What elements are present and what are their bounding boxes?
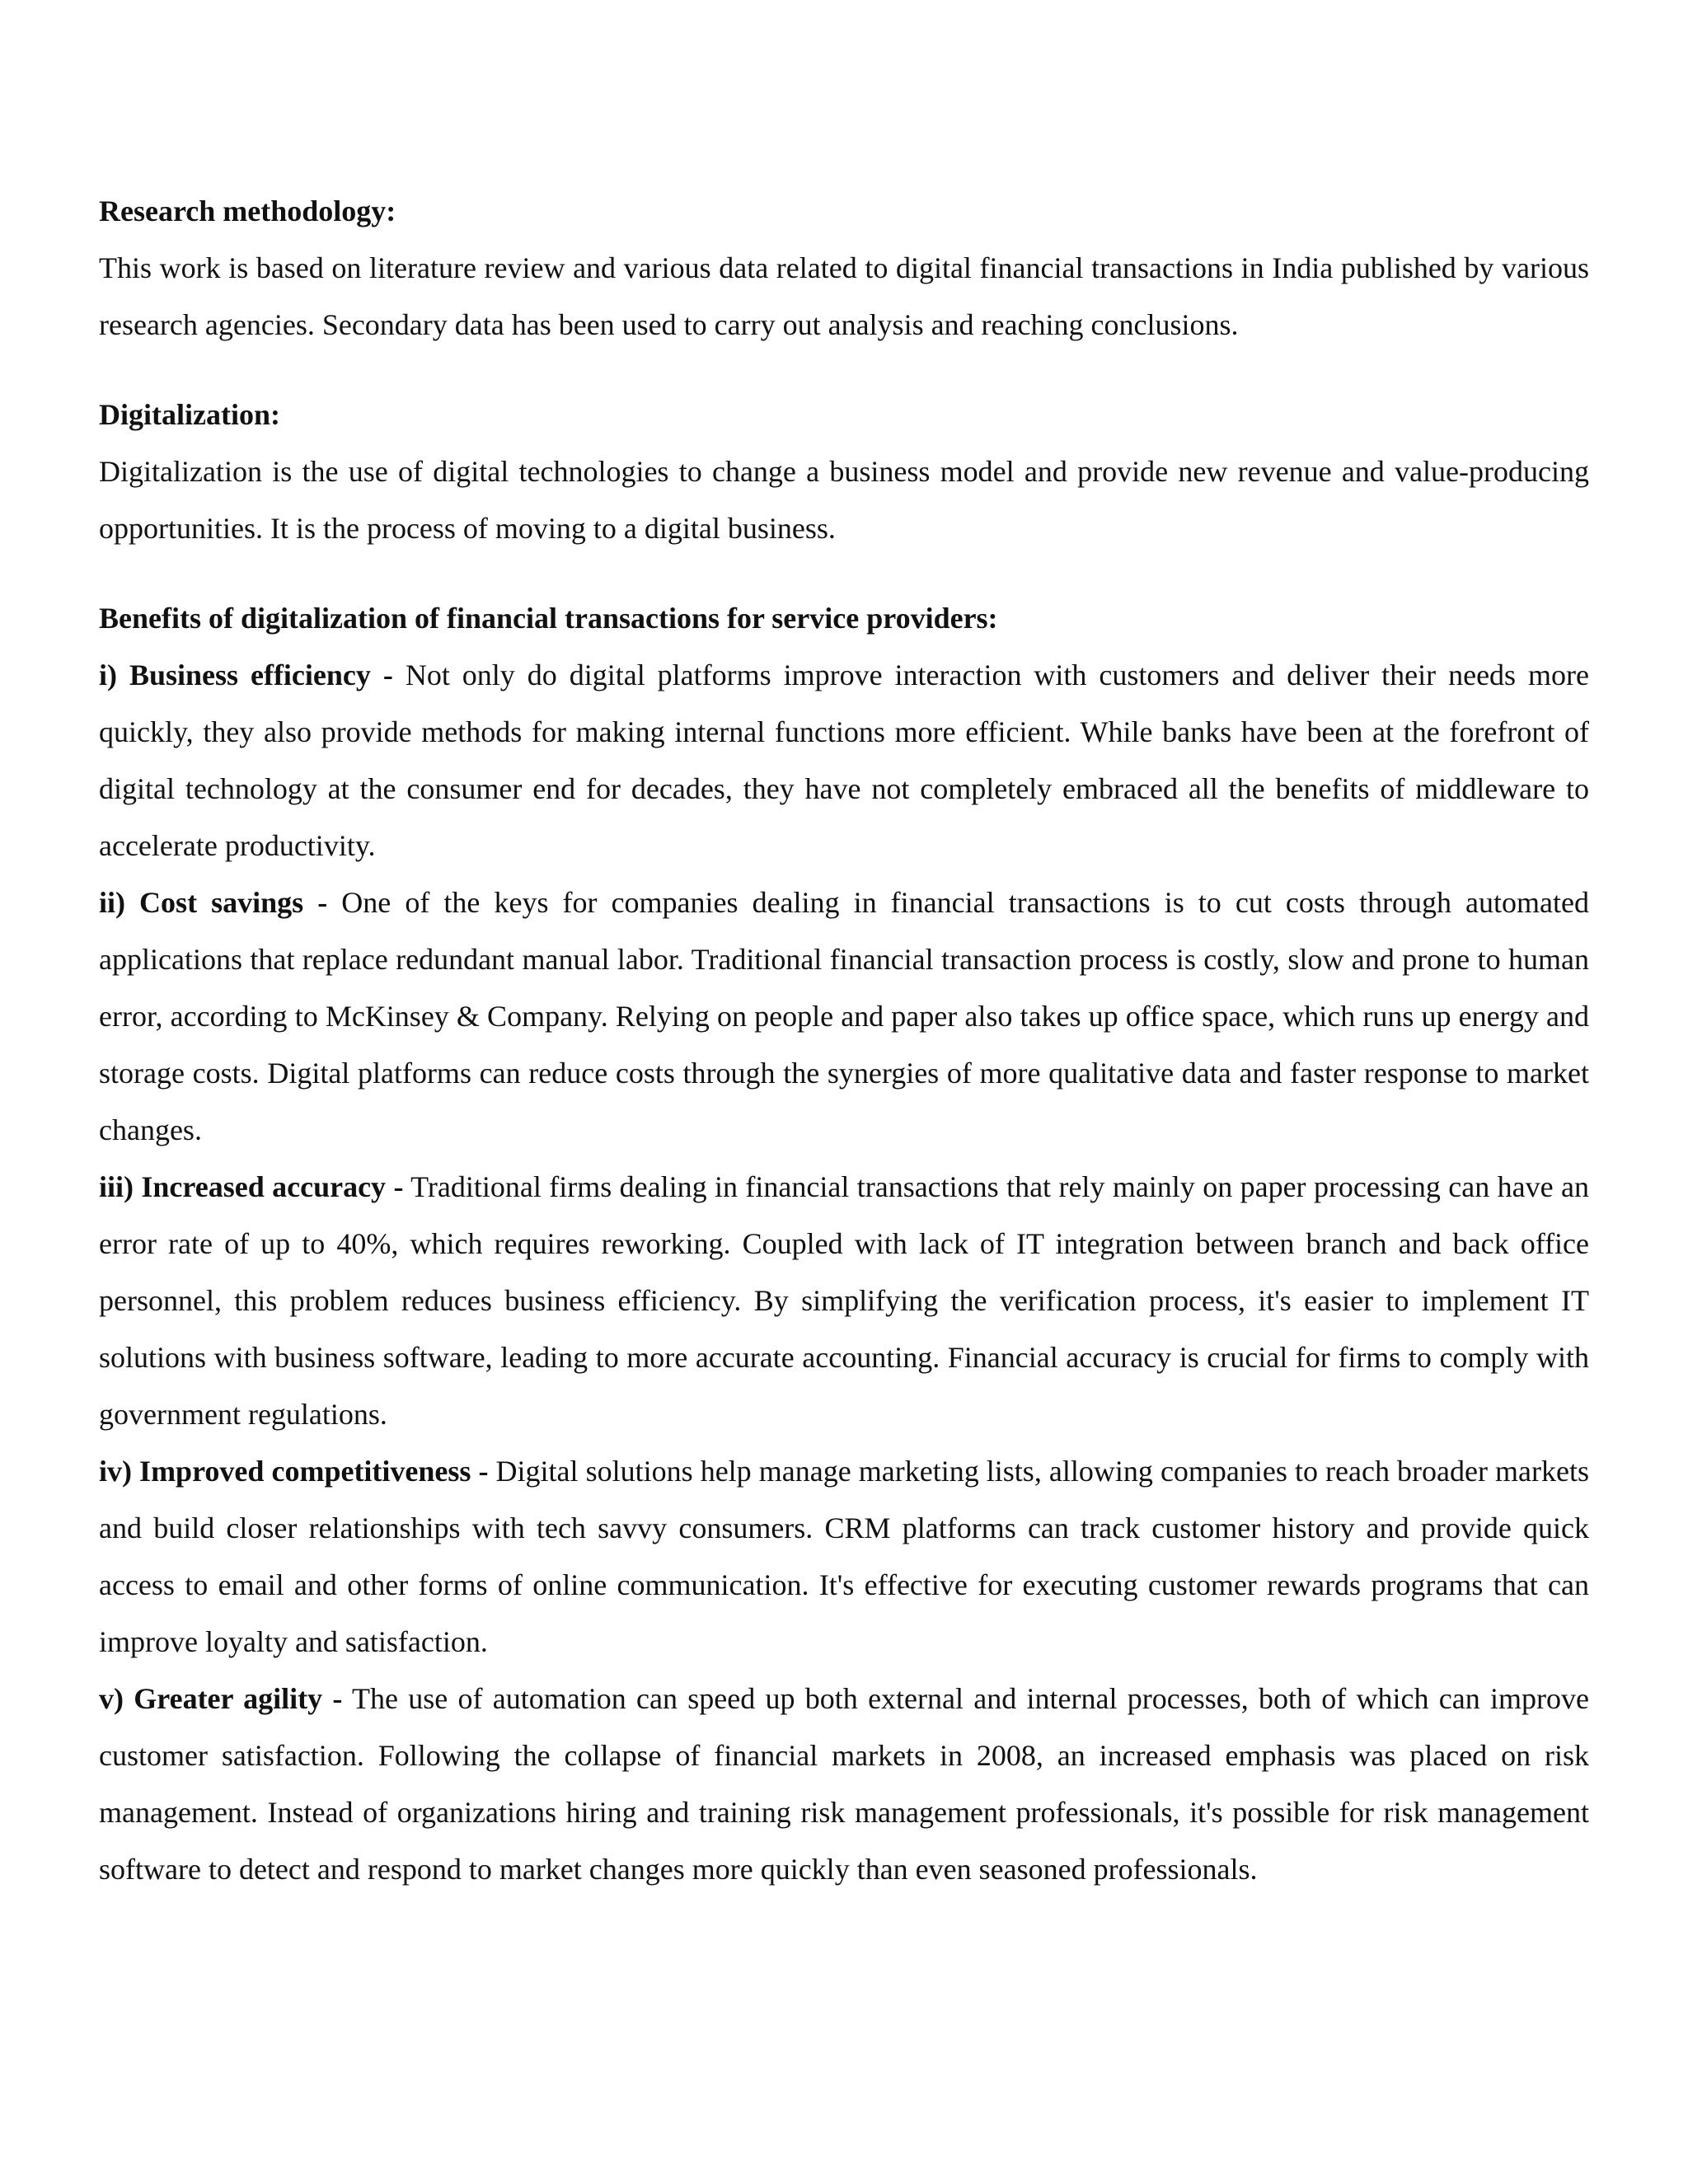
benefits-heading: Benefits of digitalization of financial transactions for service providers: [99, 602, 998, 635]
benefit-lead: v) Greater agility - [99, 1682, 343, 1715]
document-page [99, 183, 1589, 1898]
benefit-item-increased-accuracy [99, 1159, 1589, 1443]
benefit-lead: i) Business efficiency - [99, 658, 393, 691]
research-methodology-heading: Research methodology: [99, 194, 396, 227]
research-methodology-text: This work is based on literature review and various data related to digital financial transactions in India published by various research agencies. Secondary data has been used to carry out analysis and reaching conclusions. [99, 251, 1589, 341]
benefit-item-greater-agility [99, 1671, 1589, 1898]
benefit-text: Traditional firms dealing in financial transactions that rely mainly on paper processing can have an error rate of up to 40%, which requires reworking. Coupled with lack of IT integration between branch and back office personnel, this problem reduces business efficiency. By simplifying the verification process, it's easier to implement IT solutions with business software, leading to more accurate accounting. Financial accuracy is crucial for firms to comply with government regulations. [99, 1170, 1589, 1431]
benefit-text: Digital solutions help manage marketing lists, allowing companies to reach broader markets and build closer relationships with tech savvy consumers. CRM platforms can track customer history and provide quick access to email and other forms of online communication. It's effective for executing customer rewards programs that can improve loyalty and satisfaction. [99, 1455, 1589, 1658]
benefit-text: The use of automation can speed up both external and internal processes, both of which can improve customer satisfaction. Following the collapse of financial markets in 2008, an increased emphasis was placed on risk management. Instead of organizations hiring and training risk management professionals, it's possible for risk management software to detect and respond to market changes more quickly than even seasoned professionals. [99, 1682, 1589, 1886]
benefit-item-cost-savings [99, 874, 1589, 1159]
section-gap [99, 354, 1589, 387]
benefit-lead: iv) Improved competitiveness - [99, 1455, 489, 1488]
benefit-lead: ii) Cost savings - [99, 886, 328, 919]
benefit-text: Not only do digital platforms improve interaction with customers and deliver their needs more quickly, they also provide methods for making internal functions more efficient. While banks have been at the forefront of digital technology at the consumer end for decades, they have not completely embraced all the benefits of middleware to accelerate productivity. [99, 658, 1589, 862]
benefit-text: One of the keys for companies dealing in financial transactions is to cut costs through automated applications that replace redundant manual labor. Traditional financial transaction process is costly, slow and prone to human error, according to McKinsey & Company. Relying on people and paper also takes up office space, which runs up energy and storage costs. Digital platforms can reduce costs through the synergies of more qualitative data and faster response to market changes. [99, 886, 1589, 1146]
digitalization-text: Digitalization is the use of digital technologies to change a business model and provide new revenue and value-producing opportunities. It is the process of moving to a digital business. [99, 455, 1589, 545]
section-gap [99, 557, 1589, 590]
benefit-item-business-efficiency [99, 647, 1589, 874]
benefit-item-improved-competitiveness [99, 1443, 1589, 1671]
digitalization-heading: Digitalization: [99, 398, 280, 431]
benefit-lead: iii) Increased accuracy - [99, 1170, 404, 1203]
